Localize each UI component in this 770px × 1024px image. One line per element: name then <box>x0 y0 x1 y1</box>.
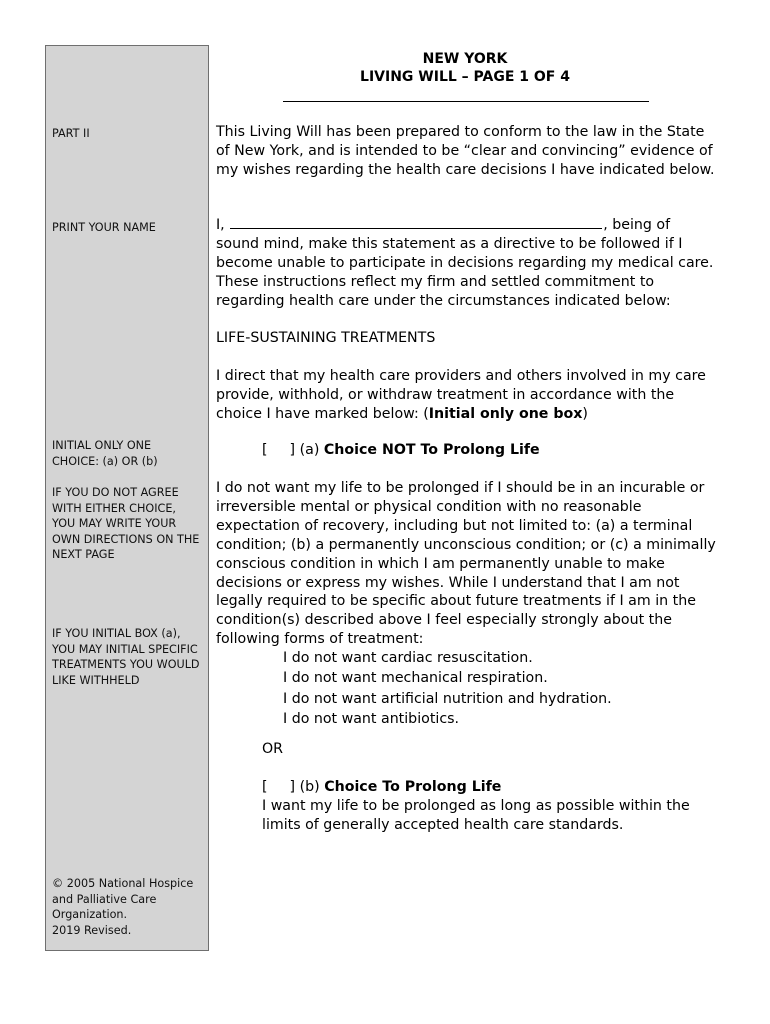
name-suffix: , being of sound mind, make this statement as a directive to be followed if I become unable to participate in decisions regarding my medical care. These instructions reflect my firm and settled commitment to regarding health care under the circumstances indicated below: <box>216 217 714 309</box>
sidebar-disagree-note: IF YOU DO NOT AGREE WITH EITHER CHOICE, YOU MAY WRITE YOUR OWN DIRECTIONS ON THE NEXT PAGE <box>52 486 200 562</box>
sidebar-initial-only <box>52 438 200 469</box>
direct-paragraph <box>216 367 716 424</box>
treatment-item: I do not want antibiotics. <box>283 711 460 728</box>
section-heading: LIFE-SUSTAINING TREATMENTS <box>216 330 436 346</box>
name-prefix: I, <box>216 217 225 233</box>
treatment-list <box>283 648 612 730</box>
name-blank-field[interactable] <box>230 216 602 229</box>
choice-b-open: [ <box>262 779 268 795</box>
direct-text: I direct that my health care providers and others involved in my care provide, withhold, or withdraw treatment in accordance with the choice I have marked below: ( <box>216 368 706 422</box>
choice-a-label: Choice NOT To Prolong Life <box>323 442 540 458</box>
copyright-text: © 2005 National Hospice and Palliative Care Organization. <box>52 877 194 922</box>
choice-a-text: I do not want my life to be prolonged if I should be in an incurable or irreversible mental or physical condition with no reasonable expectation of recovery, including but not limited to: (a) a terminal condition; (b) a permanently unconscious condition; or (c) a minimally conscious condition in which I am permanently unable to make decisions or express my wishes. While I understand that I am not legally required to be specific about future treatments if I am in the condition(s) described above I feel especially strongly about the following forms of treatment: <box>216 480 716 648</box>
choice-b-checkbox[interactable] <box>262 778 320 797</box>
document-title: LIVING WILL – PAGE 1 OF 4 <box>360 69 570 85</box>
treatment-item: I do not want cardiac resuscitation. <box>283 650 533 666</box>
revised-text: 2019 Revised. <box>52 923 132 937</box>
name-statement <box>216 216 716 311</box>
document-state: NEW YORK <box>422 51 508 67</box>
choice-b-close: ] (b) <box>289 779 320 795</box>
choice-a-open: [ <box>262 442 268 458</box>
treatment-item: I do not want artificial nutrition and hydration. <box>283 690 612 707</box>
sidebar-copyright <box>52 876 200 938</box>
treatment-item: I do not want mechanical respiration. <box>283 670 548 687</box>
or-separator: OR <box>262 741 284 757</box>
sidebar-initial-box-note: IF YOU INITIAL BOX (a), YOU MAY INITIAL SPECIFIC TREATMENTS YOU WOULD LIKE WITHHELD <box>52 627 200 687</box>
sidebar-print-name: PRINT YOUR NAME <box>52 221 156 234</box>
choice-a-line <box>262 441 540 460</box>
choice-b-text: I want my life to be prolonged as long as possible within the limits of generally accepted health care standards. <box>262 798 690 833</box>
choice-b-line <box>262 778 501 797</box>
sidebar-initial-only-line2: CHOICE: (a) OR (b) <box>52 454 158 468</box>
sidebar-part: PART II <box>52 127 90 140</box>
choice-b-label: Choice To Prolong Life <box>324 779 502 795</box>
choice-a-close: ] (a) <box>289 442 320 458</box>
intro-paragraph: This Living Will has been prepared to conform to the law in the State of New York, and is intended to be “clear and convincing” evidence of my wishes regarding the health care decisions I have indicated below. <box>216 124 715 178</box>
sidebar-initial-only-line1: INITIAL ONLY ONE <box>52 439 152 452</box>
choice-a-checkbox[interactable] <box>262 441 319 460</box>
direct-bold: Initial only one box <box>428 405 583 422</box>
header-rule <box>283 101 649 102</box>
direct-end: ) <box>582 405 588 422</box>
